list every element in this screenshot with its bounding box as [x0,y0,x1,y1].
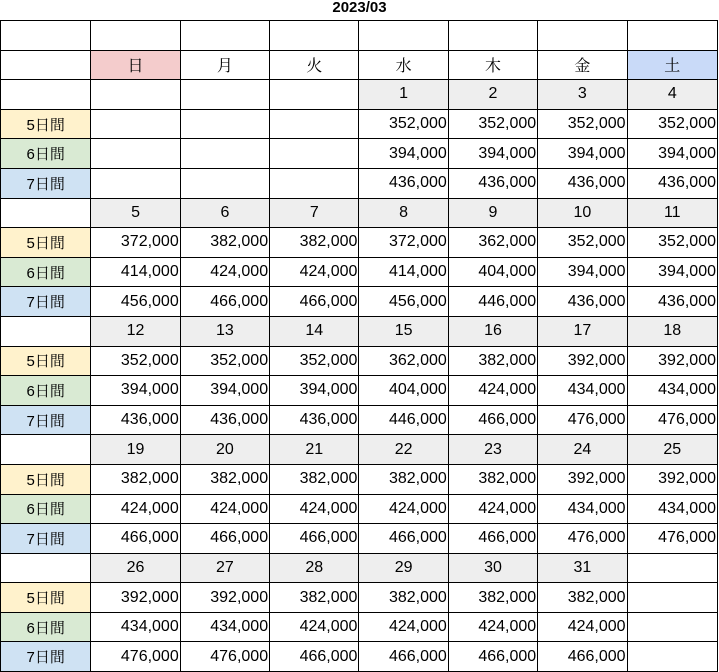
price-cell: 394,000 [538,257,627,287]
price-cell: 352,000 [627,109,717,139]
date-cell: 30 [448,553,537,583]
duration-label: 6日間 [1,612,91,642]
price-cell: 352,000 [448,109,537,139]
price-cell: 382,000 [180,228,269,258]
price-row [1,612,718,642]
price-cell: 456,000 [91,287,180,317]
price-cell: 424,000 [270,612,359,642]
price-cell: 382,000 [359,583,448,613]
price-cell [270,168,359,198]
price-cell: 414,000 [91,257,180,287]
date-cell [91,80,180,110]
price-cell: 434,000 [538,494,627,524]
price-cell: 394,000 [91,376,180,406]
price-cell: 476,000 [627,524,717,554]
date-row [1,316,718,346]
price-cell: 424,000 [359,612,448,642]
duration-label: 5日間 [1,346,91,376]
price-cell [180,168,269,198]
price-cell: 424,000 [448,376,537,406]
price-row [1,405,718,435]
price-row [1,287,718,317]
price-cell: 362,000 [359,346,448,376]
blank-cell [627,21,717,51]
date-row [1,198,718,228]
price-cell: 394,000 [538,139,627,169]
price-cell: 382,000 [359,464,448,494]
weekday-tuesday: 火 [270,50,359,80]
duration-label: 7日間 [1,405,91,435]
date-cell: 17 [538,316,627,346]
price-cell: 436,000 [270,405,359,435]
price-row [1,583,718,613]
price-cell [627,583,717,613]
price-cell: 424,000 [538,612,627,642]
price-cell: 476,000 [180,642,269,672]
price-cell: 436,000 [627,168,717,198]
price-cell: 394,000 [270,376,359,406]
date-cell: 26 [91,553,180,583]
price-cell: 394,000 [448,139,537,169]
duration-label: 5日間 [1,464,91,494]
price-cell: 434,000 [627,376,717,406]
price-cell: 456,000 [359,287,448,317]
price-cell: 434,000 [180,612,269,642]
corner-cell [1,50,91,80]
price-cell: 434,000 [91,612,180,642]
price-cell: 404,000 [448,257,537,287]
date-cell [270,80,359,110]
date-cell [180,80,269,110]
price-cell: 424,000 [180,494,269,524]
blank-cell [359,21,448,51]
price-cell: 476,000 [538,405,627,435]
price-row [1,642,718,672]
date-row [1,80,718,110]
price-cell [180,139,269,169]
blank-cell [538,21,627,51]
price-row [1,228,718,258]
date-cell: 20 [180,435,269,465]
price-cell: 352,000 [538,109,627,139]
blank-cell [91,21,180,51]
price-cell: 436,000 [91,405,180,435]
price-cell: 424,000 [270,257,359,287]
price-row [1,494,718,524]
duration-label: 5日間 [1,109,91,139]
price-cell [270,139,359,169]
price-row [1,109,718,139]
price-cell: 382,000 [180,464,269,494]
date-cell [627,553,717,583]
date-row-label-cell [1,80,91,110]
price-calendar-table [0,20,718,672]
price-cell: 382,000 [448,583,537,613]
price-cell: 394,000 [627,257,717,287]
price-cell: 466,000 [270,524,359,554]
weekday-thursday: 木 [448,50,537,80]
price-cell: 392,000 [180,583,269,613]
price-cell: 392,000 [627,464,717,494]
date-cell: 24 [538,435,627,465]
blank-cell [448,21,537,51]
blank-cell [180,21,269,51]
price-cell: 446,000 [448,287,537,317]
date-cell: 18 [627,316,717,346]
price-row [1,464,718,494]
price-cell: 434,000 [538,376,627,406]
price-cell: 446,000 [359,405,448,435]
price-cell: 394,000 [627,139,717,169]
date-cell: 10 [538,198,627,228]
duration-label: 5日間 [1,583,91,613]
price-row [1,257,718,287]
price-cell: 414,000 [359,257,448,287]
date-cell: 14 [270,316,359,346]
weekday-header-row [1,50,718,80]
price-cell: 352,000 [538,228,627,258]
price-cell: 382,000 [448,346,537,376]
price-cell: 424,000 [359,494,448,524]
price-cell: 424,000 [448,494,537,524]
date-cell: 21 [270,435,359,465]
price-cell: 382,000 [270,464,359,494]
price-cell: 382,000 [448,464,537,494]
price-cell: 466,000 [270,642,359,672]
date-cell: 2 [448,80,537,110]
price-cell: 362,000 [448,228,537,258]
price-cell: 466,000 [448,405,537,435]
price-cell [91,109,180,139]
date-row-label-cell [1,316,91,346]
date-row-label-cell [1,435,91,465]
price-cell: 466,000 [270,287,359,317]
price-cell: 436,000 [627,287,717,317]
date-cell: 5 [91,198,180,228]
duration-label: 6日間 [1,139,91,169]
date-row [1,553,718,583]
price-cell: 466,000 [91,524,180,554]
date-cell: 15 [359,316,448,346]
date-cell: 31 [538,553,627,583]
price-cell [270,109,359,139]
price-cell: 352,000 [627,228,717,258]
duration-label: 6日間 [1,494,91,524]
calendar-body [1,21,718,672]
price-cell: 476,000 [91,642,180,672]
date-cell: 22 [359,435,448,465]
date-cell: 16 [448,316,537,346]
price-cell [180,109,269,139]
price-cell: 372,000 [91,228,180,258]
price-cell: 466,000 [180,287,269,317]
weekday-friday: 金 [538,50,627,80]
price-cell: 436,000 [359,168,448,198]
blank-cell [1,21,91,51]
price-cell: 394,000 [359,139,448,169]
date-row [1,435,718,465]
price-cell: 424,000 [91,494,180,524]
duration-label: 6日間 [1,257,91,287]
price-cell: 466,000 [448,524,537,554]
price-cell: 434,000 [627,494,717,524]
price-cell: 466,000 [180,524,269,554]
calendar-title: 2023/03 [332,0,387,16]
price-cell: 352,000 [359,109,448,139]
date-cell: 23 [448,435,537,465]
price-cell: 476,000 [538,524,627,554]
duration-label: 7日間 [1,642,91,672]
weekday-saturday: 土 [627,50,717,80]
price-cell [91,139,180,169]
date-cell: 4 [627,80,717,110]
price-cell: 382,000 [270,583,359,613]
price-cell: 466,000 [359,524,448,554]
price-cell: 392,000 [538,346,627,376]
price-cell: 436,000 [180,405,269,435]
weekday-wednesday: 水 [359,50,448,80]
date-cell: 1 [359,80,448,110]
price-cell: 352,000 [91,346,180,376]
date-cell: 29 [359,553,448,583]
date-cell: 8 [359,198,448,228]
price-cell: 392,000 [627,346,717,376]
price-cell: 392,000 [538,464,627,494]
price-row [1,524,718,554]
price-cell: 382,000 [538,583,627,613]
duration-label: 7日間 [1,524,91,554]
price-row [1,168,718,198]
price-cell: 436,000 [538,287,627,317]
date-cell: 6 [180,198,269,228]
blank-row [1,21,718,51]
date-cell: 28 [270,553,359,583]
date-cell: 3 [538,80,627,110]
date-cell: 11 [627,198,717,228]
price-cell: 382,000 [91,464,180,494]
price-cell: 424,000 [180,257,269,287]
price-cell: 404,000 [359,376,448,406]
price-cell: 424,000 [270,494,359,524]
date-cell: 12 [91,316,180,346]
price-cell [91,168,180,198]
blank-cell [270,21,359,51]
weekday-monday: 月 [180,50,269,80]
date-cell: 9 [448,198,537,228]
duration-label: 7日間 [1,168,91,198]
date-row-label-cell [1,198,91,228]
date-row-label-cell [1,553,91,583]
price-row [1,346,718,376]
duration-label: 5日間 [1,228,91,258]
price-cell: 436,000 [448,168,537,198]
price-row [1,139,718,169]
duration-label: 7日間 [1,287,91,317]
date-cell: 19 [91,435,180,465]
duration-label: 6日間 [1,376,91,406]
price-cell: 392,000 [91,583,180,613]
price-cell [627,612,717,642]
date-cell: 7 [270,198,359,228]
date-cell: 13 [180,316,269,346]
price-cell: 352,000 [180,346,269,376]
price-cell: 466,000 [359,642,448,672]
price-cell: 372,000 [359,228,448,258]
date-cell: 25 [627,435,717,465]
price-cell: 466,000 [538,642,627,672]
price-cell: 466,000 [448,642,537,672]
price-row [1,376,718,406]
price-cell [627,642,717,672]
price-cell: 394,000 [180,376,269,406]
price-cell: 382,000 [270,228,359,258]
price-cell: 424,000 [448,612,537,642]
price-cell: 352,000 [270,346,359,376]
weekday-sunday: 日 [91,50,180,80]
price-cell: 476,000 [627,405,717,435]
date-cell: 27 [180,553,269,583]
price-cell: 436,000 [538,168,627,198]
